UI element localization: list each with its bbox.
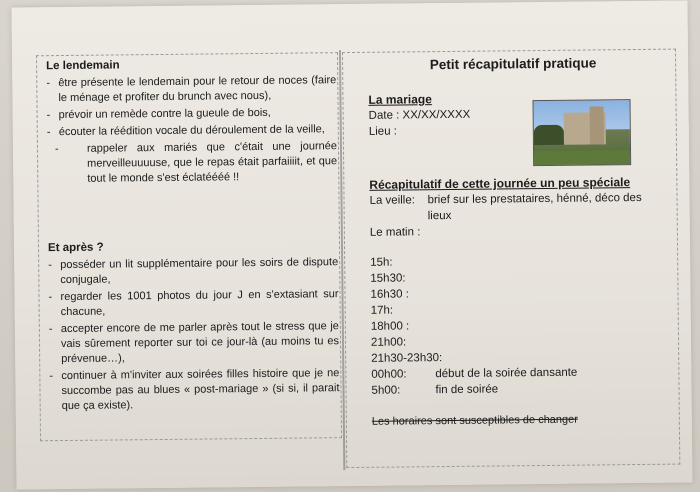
time-slot: 17h: xyxy=(370,304,394,317)
time-slot: 16h30 : xyxy=(370,288,409,301)
list-item: - accepter encore de me parler après tout le stress que je vais sûrement reporter sur toi ce jour-là (au moins tu es prévenue…), xyxy=(48,320,340,366)
section-title-apres: Et après ? xyxy=(47,241,104,255)
eve-row xyxy=(369,190,659,225)
list-item: - posséder un lit supplémentaire pour les soirs de dispute conjugale, xyxy=(48,256,339,287)
schedule-note: Les horaires sont susceptibles de changer xyxy=(371,413,578,428)
time-slot: 18h00 : xyxy=(370,320,410,333)
list-item: - écouter la réédition vocale du déroulement de la veille, xyxy=(46,123,325,139)
late-text: fin de soirée xyxy=(435,383,499,397)
left-column xyxy=(46,56,340,416)
eve-label: La veille: xyxy=(369,194,415,207)
list-item: - continuer à m'inviter aux soirées filles histoire que je ne succombe pas au blues « post-mariage » (si si, il parait que ça existe). xyxy=(49,367,340,413)
late-time: 00h00: xyxy=(371,368,407,381)
list-item: - regarder les 1001 photos du jour J en s'extasiant sur chacune, xyxy=(48,288,339,319)
wedding-heading: La mariage xyxy=(368,92,432,107)
document-sheet xyxy=(11,0,692,489)
wedding-date: Date : XX/XX/XXXX xyxy=(368,108,471,122)
chateau-photo xyxy=(532,99,631,166)
time-slot: 21h30-23h30: xyxy=(371,352,443,365)
list-item: - être présente le lendemain pour le retour de noces (faire le ménage et profiter du brunch avec nous), xyxy=(46,74,337,105)
section-title-lendemain: Le lendemain xyxy=(46,59,120,73)
morning-label: Le matin : xyxy=(369,226,421,239)
recap-heading: Récapitulatif de cette journée un peu spéciale xyxy=(369,175,631,192)
list-item: - prévoir un remède contre la gueule de bois, xyxy=(46,106,271,122)
late-text: début de la soirée dansante xyxy=(435,366,578,381)
time-slot: 21h00: xyxy=(370,336,407,349)
list-item: - rappeler aux mariés que c'était une journée merveilleuuuuse, que le repas était parfaiiiit, et que tout le monde s'est éclatéééé !! xyxy=(54,140,338,185)
late-time: 5h00: xyxy=(371,384,401,397)
late-row xyxy=(371,380,661,399)
recap-title: Petit récapitulatif pratique xyxy=(429,55,597,73)
time-slot: 15h: xyxy=(370,256,393,269)
wedding-place: Lieu : xyxy=(368,125,398,138)
time-slot: 15h30: xyxy=(370,272,406,285)
eve-text: brief sur les prestataires, hénné, déco des lieux xyxy=(427,191,642,223)
